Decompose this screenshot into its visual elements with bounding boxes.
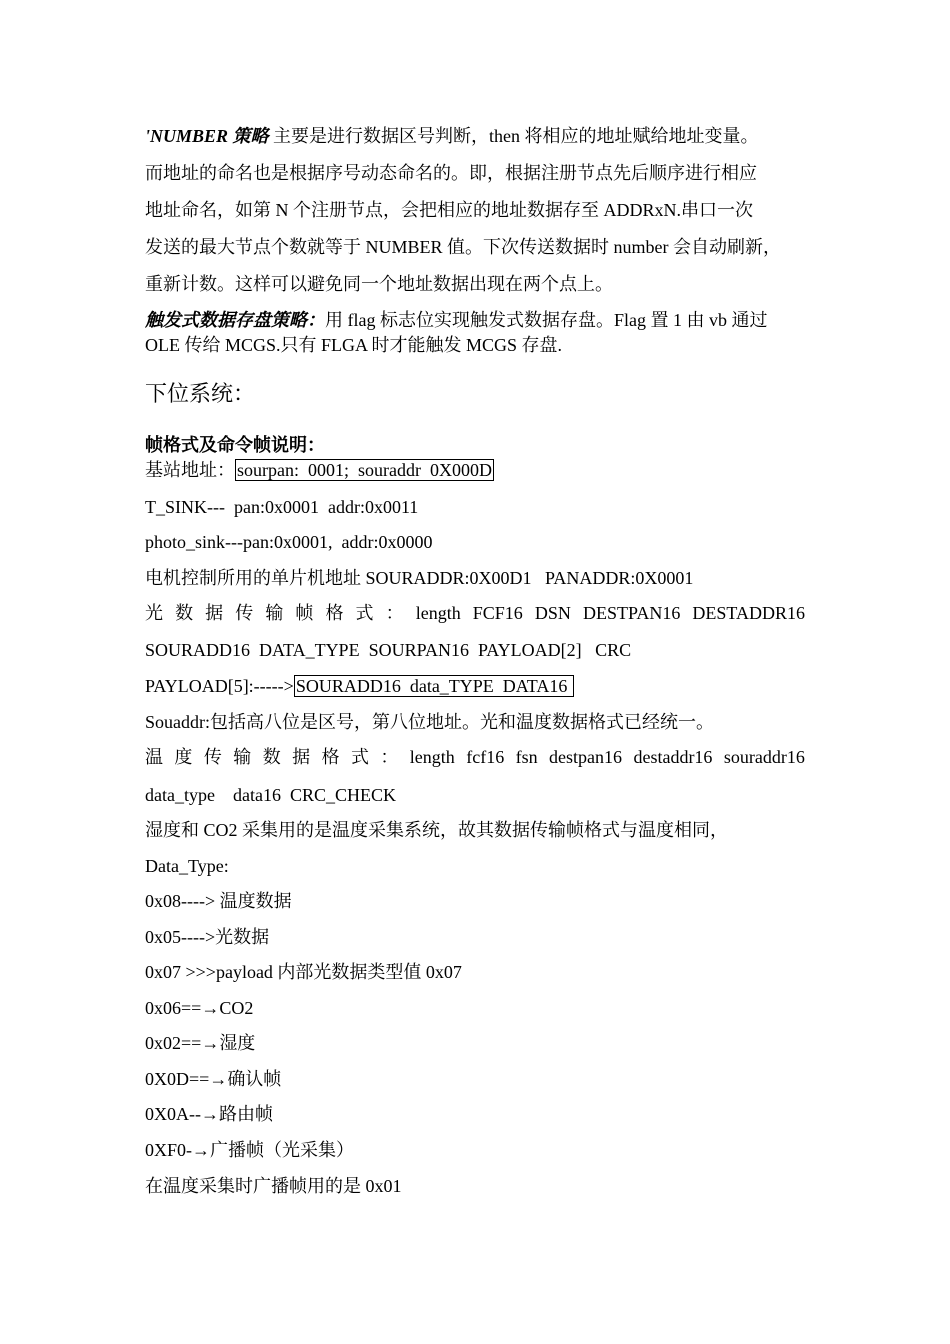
code-value: 0x02== bbox=[145, 1033, 202, 1053]
code-line-broadcast bbox=[145, 1139, 354, 1161]
paragraph-number-strategy-line-4: 发送的最大节点个数就等于 NUMBER 值。下次传送数据时 number 会自动刷新， bbox=[145, 237, 781, 257]
light-frame-word: 光 bbox=[145, 603, 163, 623]
number-strategy-label: 'NUMBER 策略 bbox=[145, 126, 269, 146]
section-heading: 下位系统： bbox=[145, 381, 256, 406]
paragraph-number-strategy-line-1 bbox=[145, 125, 759, 147]
right-arrow-icon: → bbox=[209, 1069, 228, 1089]
t-sink-line: T_SINK--- pan:0x0001 addr:0x0011 bbox=[145, 497, 419, 517]
code-description: CO2 bbox=[219, 998, 254, 1018]
code-line-co2 bbox=[145, 997, 253, 1019]
humidity-co2-line: 湿度和 CO2 采集用的是温度采集系统，故其数据传输帧格式与温度相同， bbox=[145, 820, 729, 840]
paragraph-number-strategy-line-3: 地址命名，如第 N 个注册节点，会把相应的地址数据存至 ADDRxN.串口一次 bbox=[145, 200, 753, 220]
temp-frame-word: ： bbox=[380, 747, 399, 767]
souaddr-line: Souaddr:包括高八位是区号，第八位地址。光和温度数据格式已经统一。 bbox=[145, 712, 714, 732]
temperature-frame-format-line-1 bbox=[145, 746, 805, 768]
light-frame-word: DESTPAN16 bbox=[582, 603, 681, 623]
temp-frame-word: 格 bbox=[321, 747, 340, 767]
code-description: 路由帧 bbox=[219, 1104, 273, 1124]
light-frame-word: length bbox=[415, 603, 461, 623]
temp-frame-word: fcf16 bbox=[466, 747, 505, 767]
right-arrow-icon: → bbox=[192, 1140, 211, 1160]
temp-frame-word: 传 bbox=[203, 747, 222, 767]
light-frame-word: DESTADDR16 bbox=[692, 603, 805, 623]
paragraph-number-strategy-line-2: 而地址的命名也是根据序号动态命名的。即，根据注册节点先后顺序进行相应 bbox=[145, 163, 757, 183]
light-frame-word: DSN bbox=[534, 603, 571, 623]
light-frame-word: 据 bbox=[205, 603, 224, 623]
right-arrow-icon: → bbox=[201, 1104, 219, 1124]
light-frame-word: 数 bbox=[175, 603, 194, 623]
code-value: 0XF0- bbox=[145, 1140, 193, 1160]
paragraph-number-strategy-line-5: 重新计数。这样可以避免同一个地址数据出现在两个点上。 bbox=[145, 274, 613, 294]
subsection-heading: 帧格式及命令帧说明： bbox=[145, 435, 325, 455]
right-arrow-icon: → bbox=[201, 1033, 220, 1053]
light-frame-format-line-2: SOURADD16 DATA_TYPE SOURPAN16 PAYLOAD[2] CRC bbox=[145, 640, 632, 660]
light-frame-format-line-1 bbox=[145, 602, 805, 624]
code-line-route bbox=[145, 1103, 273, 1125]
temp-frame-word: 式 bbox=[350, 747, 369, 767]
temp-frame-word: fsn bbox=[515, 747, 538, 767]
light-frame-word: ： bbox=[385, 603, 404, 623]
payload-line bbox=[145, 675, 574, 697]
code-value: 0X0A-- bbox=[145, 1104, 201, 1124]
code-description: 确认帧 bbox=[227, 1069, 282, 1089]
temp-frame-word: 据 bbox=[292, 747, 311, 767]
light-frame-word: 式 bbox=[355, 603, 374, 623]
broadcast-note-line: 在温度采集时广播帧用的是 0x01 bbox=[145, 1176, 402, 1196]
photo-sink-line: photo_sink---pan:0x0001, addr:0x0000 bbox=[145, 532, 433, 552]
paragraph-trigger-strategy-line-2: OLE 传给 MCGS.只有 FLGA 时才能触发 MCGS 存盘. bbox=[145, 335, 563, 355]
light-frame-word: 格 bbox=[325, 603, 344, 623]
temp-frame-word: length bbox=[409, 747, 455, 767]
base-station-address bbox=[145, 459, 494, 481]
light-frame-word: 传 bbox=[235, 603, 254, 623]
right-arrow-icon: → bbox=[201, 998, 220, 1018]
code-line-humidity bbox=[145, 1032, 255, 1054]
payload-boxed-value: SOURADD16 data_TYPE DATA16 bbox=[295, 676, 572, 696]
code-description: 广播帧（光采集） bbox=[210, 1140, 355, 1160]
temp-frame-word: 度 bbox=[174, 747, 193, 767]
payload-label: PAYLOAD[5]:-----> bbox=[145, 676, 294, 696]
temp-frame-word: 温 bbox=[145, 747, 163, 767]
code-value: 0x06== bbox=[145, 998, 202, 1018]
code-value: 0X0D== bbox=[145, 1069, 210, 1089]
temp-frame-word: destpan16 bbox=[549, 747, 623, 767]
temperature-frame-format-line-2: data_type data16 CRC_CHECK bbox=[145, 785, 396, 805]
temp-frame-word: souraddr16 bbox=[723, 747, 805, 767]
number-strategy-text: 主要是进行数据区号判断，then 将相应的地址赋给地址变量。 bbox=[268, 126, 759, 146]
code-line-ack bbox=[145, 1068, 281, 1090]
code-line-payload: 0x07 >>>payload 内部光数据类型值 0x07 bbox=[145, 962, 462, 982]
code-line-light: 0x05---->光数据 bbox=[145, 927, 270, 947]
light-frame-word: 输 bbox=[265, 603, 284, 623]
code-line-temperature: 0x08----> 温度数据 bbox=[145, 891, 292, 911]
base-station-boxed-value: sourpan: 0001; souraddr 0X000D bbox=[237, 460, 492, 480]
light-frame-word: 帧 bbox=[295, 603, 314, 623]
base-station-label: 基站地址： bbox=[145, 460, 235, 480]
trigger-strategy-label: 触发式数据存盘策略： bbox=[145, 310, 325, 330]
code-description: 湿度 bbox=[219, 1033, 256, 1053]
trigger-strategy-text: 用 flag 标志位实现触发式数据存盘。Flag 置 1 由 vb 通过 bbox=[325, 310, 768, 330]
temp-frame-word: 数 bbox=[262, 747, 281, 767]
data-type-title: Data_Type: bbox=[145, 856, 229, 876]
temp-frame-word: destaddr16 bbox=[633, 747, 713, 767]
temp-frame-word: 输 bbox=[233, 747, 252, 767]
paragraph-trigger-strategy-line-1 bbox=[145, 309, 767, 331]
motor-controller-line: 电机控制所用的单片机地址 SOURADDR:0X00D1 PANADDR:0X0001 bbox=[145, 568, 694, 588]
light-frame-word: FCF16 bbox=[472, 603, 523, 623]
